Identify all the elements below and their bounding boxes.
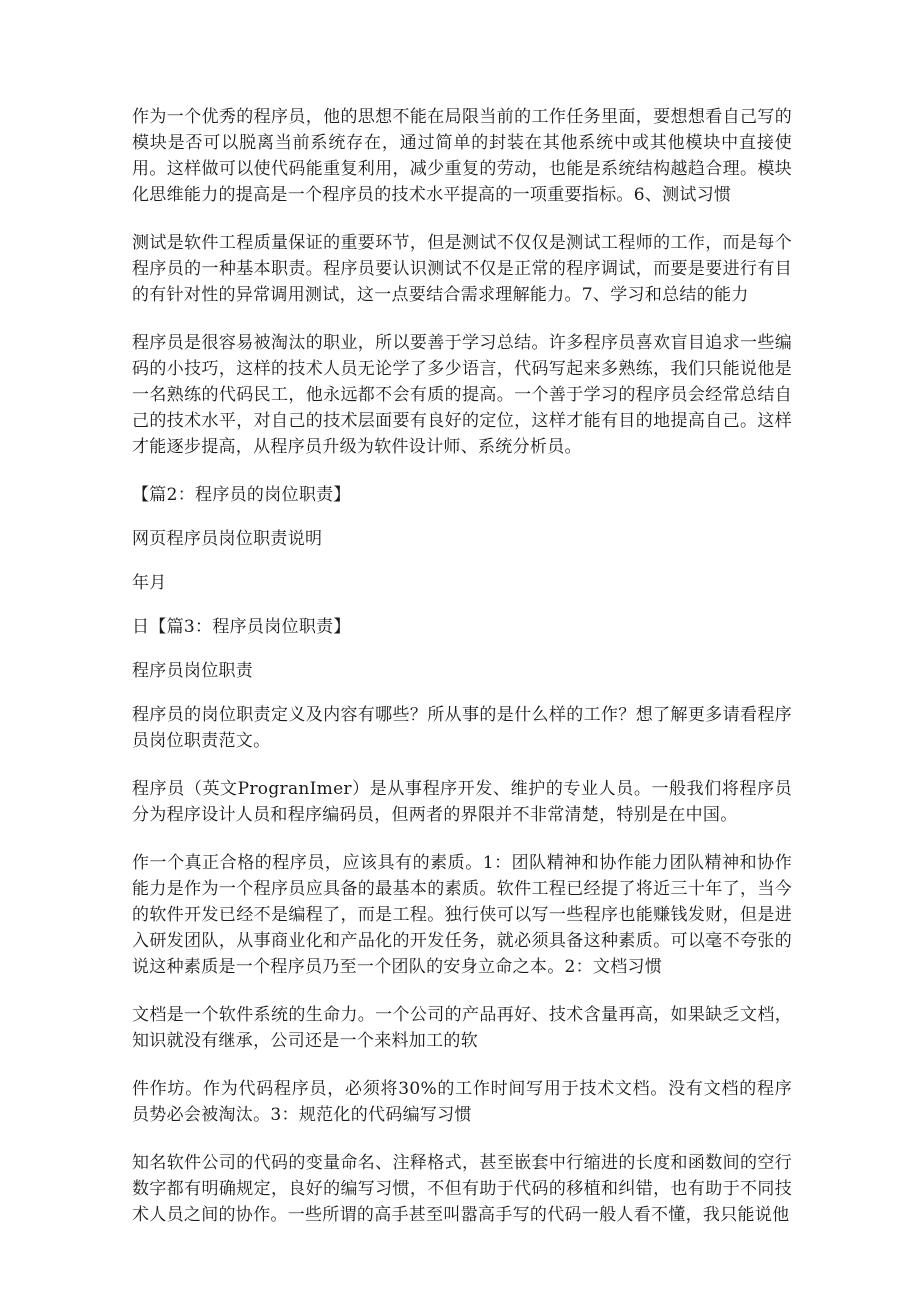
paragraph-module-thinking: 作为一个优秀的程序员，他的思想不能在局限当前的工作任务里面，要想想看自己写的模块是否可以脱离当前系统存在，通过简单的封装在其他系统中或其他模块中直接使用。这样做可以使代码能重复利用，减少重复的劳动，也能是系统结构越趋合理。模块化思维能力的提高是一个程序员的技术水平提高的一项重要指标。6、测试习惯 bbox=[132, 107, 792, 205]
paragraph-duties-question: 程序员的岗位职责定义及内容有哪些？所从事的是什么样的工作？想了解更多请看程序员岗位职责范文。 bbox=[132, 705, 792, 751]
paragraph-learning: 程序员是很容易被淘汰的职业，所以要善于学习总结。许多程序员喜欢盲目追求一些编码的小技巧，这样的技术人员无论学了多少语言，代码写起来多熟练，我们只能说他是一名熟练的代码民工，他永远都不会有质的提高。一个善于学习的程序员会经常总结自己的技术水平，对自己的技术层面要有良好的定位，这样才能有目的地提高自己。这样才能逐步提高，从程序员升级为软件设计师、系统分析员。 bbox=[132, 333, 792, 457]
section-heading-part-3: 日【篇3：程序员岗位职责】 bbox=[132, 617, 351, 637]
paragraph-workshop: 件作坊。作为代码程序员，必须将30%的工作时间写用于技术文档。没有文档的程序员势必会被淘汰。3：规范化的代码编写习惯 bbox=[132, 1079, 792, 1125]
subheading-programmer-duties: 程序员岗位职责 bbox=[132, 661, 254, 681]
paragraph-coding-standards: 知名软件公司的代码的变量命名、注释格式，甚至嵌套中行缩进的长度和函数间的空行数字都有明确规定，良好的编写习惯，不但有助于代码的移植和纠错，也有助于不同技术人员之间的协作。一些所谓的高手甚至叫嚣高手写的代码一般人看不懂，我只能说他 bbox=[132, 1153, 792, 1225]
paragraph-documentation: 文档是一个软件系统的生命力。一个公司的产品再好、技术含量再高，如果缺乏文档，知识就没有继承，公司还是一个来料加工的软 bbox=[132, 1005, 792, 1051]
paragraph-programmer-definition: 程序员（英文ProgranImer）是从事程序开发、维护的专业人员。一般我们将程序员分为程序设计人员和程序编码员，但两者的界限并不非常清楚，特别是在中国。 bbox=[132, 779, 792, 825]
section-heading-part-2: 【篇2：程序员的岗位职责】 bbox=[132, 485, 351, 505]
date-year-month: 年月 bbox=[132, 573, 167, 593]
document-body bbox=[132, 104, 792, 1250]
subheading-web-programmer: 网页程序员岗位职责说明 bbox=[132, 529, 323, 549]
paragraph-testing: 测试是软件工程质量保证的重要环节，但是测试不仅仅是测试工程师的工作，而是每个程序员的一种基本职责。程序员要认识测试不仅是正常的程序调试，而要是要进行有目的有针对性的异常调用测试，这一点要结合需求理解能力。7、学习和总结的能力 bbox=[132, 233, 792, 305]
paragraph-teamwork: 作一个真正合格的程序员，应该具有的素质。1：团队精神和协作能力团队精神和协作能力是作为一个程序员应具备的最基本的素质。软件工程已经提了将近三十年了，当今的软件开发已经不是编程了，而是工程。独行侠可以写一些程序也能赚钱发财，但是进入研发团队，从事商业化和产品化的开发任务，就必须具备这种素质。可以毫不夸张的说这种素质是一个程序员乃至一个团队的安身立命之本。2：文档习惯 bbox=[132, 853, 792, 977]
